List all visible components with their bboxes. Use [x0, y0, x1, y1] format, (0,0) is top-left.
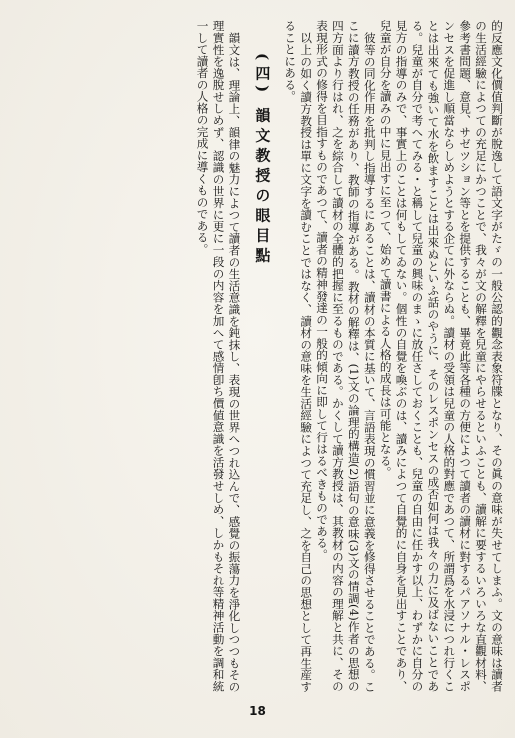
vertical-text-body [26, 20, 504, 692]
paragraph-continuation: 的反應文化價值判斷が脫逸して語文字がたゞの一般公認的觀念表象符牒となり、その眞の意味が失せてしまふ。文の意味は讀者の生活經驗によつての充足にかつことで、我々が文の解釋を兒童にやらせるといふことも、讀解に要するいろいろな直觀材料、參考書問題、意見、サゼツション等とを提供することも、畢竟此等各種の方便によつて讀者の讀材に對するパアソナル・レスポンセスを促進し順當ならしめようとする企てに外ならぬ。讀材の受領は兒童の人格的對應であつて、所謂爲を水浸につれ行くことは出來ても強いて水を飲ますことは出來ぬといふ話のやうに、そのレスポンセスの成否如何は我々の力に及ばないことである。兒童が自分で考へてみる・と稱して兒童の興味のまゝに放任さしておくことも、兒童の自由に任かす以上、わずかに自分の見方の指導のみで、事實上のことは何もしてゐない。個性の自覺を喚ぶのは、讀みによつて自覺的に自身を見出すことであり、兒童が自分を讀みの中に見出すに至つて、始めて讀書による人格的成長は可能となる。 [378, 20, 504, 692]
section-heading: (四) 韻文教授の眼目點 [253, 53, 272, 268]
paragraph: 彼等の同化作用を批判し指導するにあることは、讀材の本質に基いて、言語表現の慣習並に意義を修得させることである。ここに讀方教授の任務があり、教師の指導がある。教材の解釋は、(1)文の論理的構造(2)語句の意味(3)文の情調(4)作者の思想の四方面より行はれ、之を綜合して讀材の全體的把握に至るものである。かくして讀方教授は、其教材の内容の理解と共に、その表現形式の修得を目指すものであつて、讀者の精神發達の一般的傾向に即して行はるべきものである。 [315, 20, 377, 692]
page-number: 18 [249, 704, 266, 718]
paragraph: 韻文は、理論上、韻律の魅力によつて讀者の生活意識を鈍抹し、表現の世界へつれ込んで、感覺の振蕩力を淨化しつつもその理實性を逸脫せしめず、認識の世界に更に一段の内容を加へて感情卽ち價値意識を活發せしめ、しかもそれ等精神活動を調和統一して讀者の人格の完成に導くものである。 [195, 20, 242, 692]
paragraph: 以上の如く讀方教授は單に文字を讀むことではなく、讀材の意味を生活經驗によつて充足し、之を自己の思想として再生産することにある。 [283, 20, 314, 692]
